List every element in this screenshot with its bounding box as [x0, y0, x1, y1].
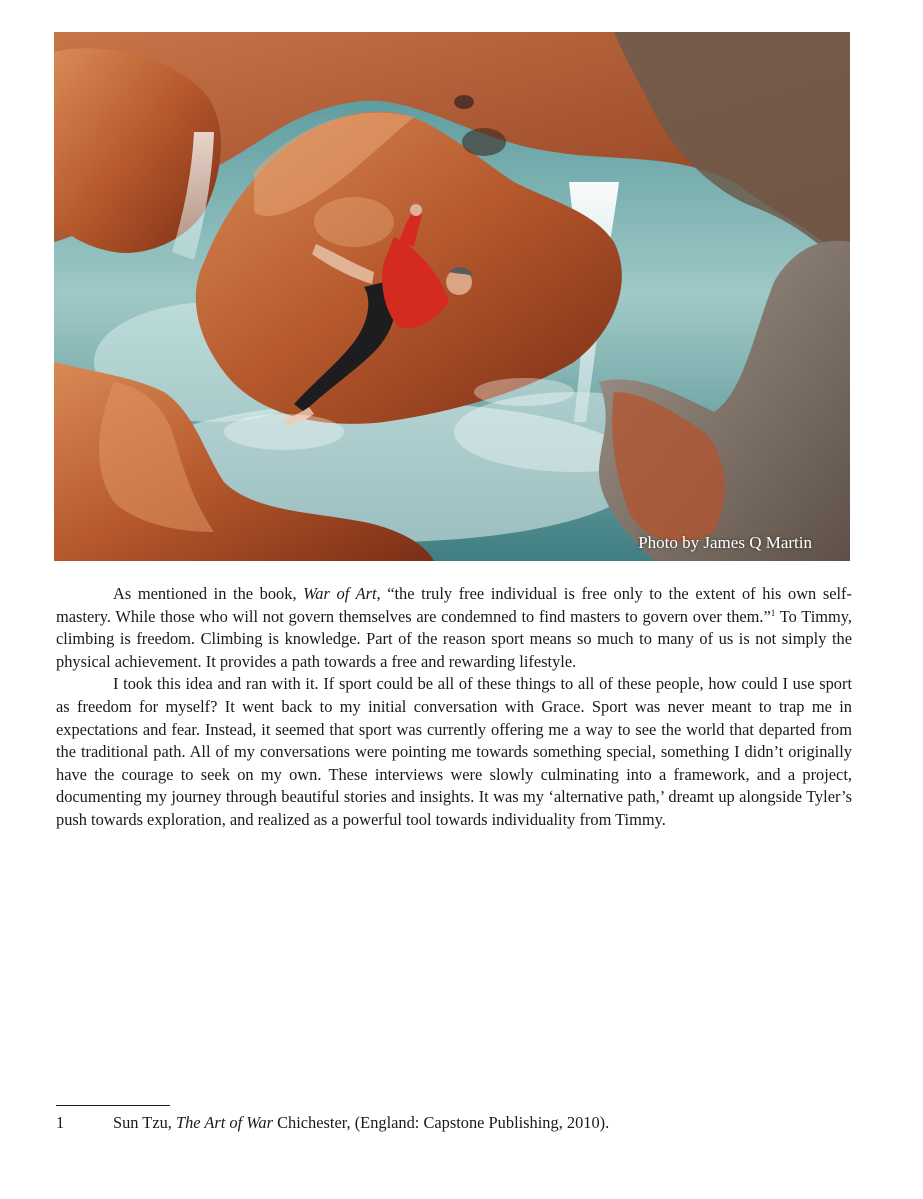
climbing-photo-illustration	[54, 32, 850, 561]
footnote-number: 1	[56, 1113, 65, 1132]
footnote	[56, 1112, 852, 1134]
footnote-author: Sun Tzu,	[113, 1113, 176, 1132]
paragraph-1	[56, 583, 852, 673]
body-text	[56, 583, 852, 832]
footnote-divider	[56, 1105, 170, 1106]
paragraph-2: I took this idea and ran with it. If sport could be all of these things to all of these people, how could I use sport as freedom for myself? It went back to my initial conversation with Grace. Sport was never meant to trap me in expectations and fear. Instead, it seemed that sport was currently offering me a way to see the world that departed from the traditional path. All of my conversations were pointing me towards something special, something I didn’t originally have the courage to seek on my own. These interviews were slowly culminating into a framework, and a project, documenting my journey through beautiful stories and insights. It was my ‘alternative path,’ dreamt up alongside Tyler’s push towards exploration, and realized as a powerful tool towards individuality from Timmy.	[56, 674, 852, 829]
paragraph-1-quote: , “the truly free individual is free only to the extent of his own self-mastery. While those who will not govern themselves are condemned to find masters to govern over them.”	[56, 584, 852, 626]
footnote-reference[interactable]: 1	[770, 607, 776, 618]
footnote-title: The Art of War	[176, 1113, 273, 1132]
book-title: War of Art	[303, 584, 377, 603]
paragraph-1-text-start: As mentioned in the book,	[113, 584, 304, 603]
footnote-publication: Chichester, (England: Capstone Publishing, 2010).	[273, 1113, 610, 1132]
photo-credit: Photo by James Q Martin	[638, 533, 812, 552]
paragraph-1-text-end: To Timmy, climbing is freedom. Climbing is knowledge. Part of the reason sport means so much to many of us is not simply the physical achievement. It provides a path towards a free and rewarding lifestyle.	[56, 606, 852, 671]
climbing-photo	[54, 32, 850, 561]
